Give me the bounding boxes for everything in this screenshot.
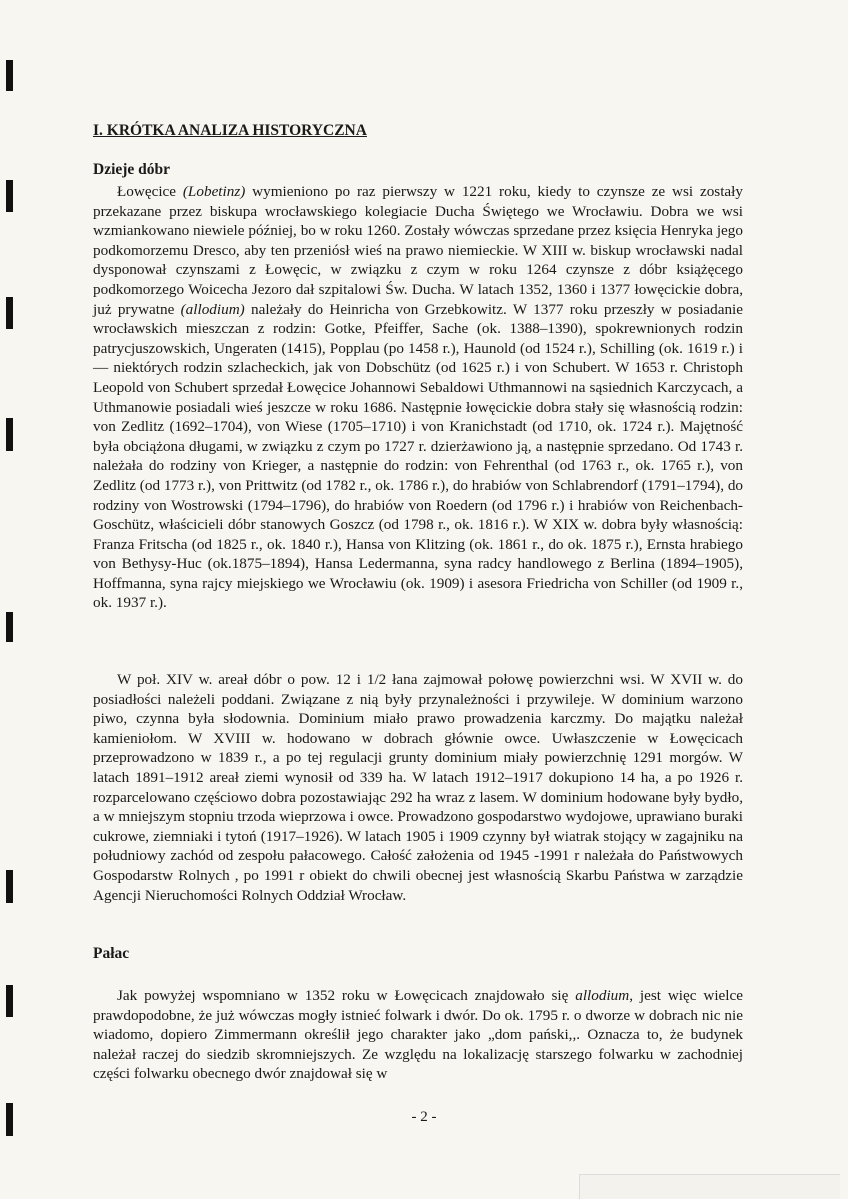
page-number: - 2 -: [411, 1109, 437, 1125]
binder-hole-3: [6, 297, 13, 329]
binder-hole-6: [6, 870, 13, 903]
scan-edge-mark: [579, 1174, 840, 1199]
binder-hole-4: [6, 418, 13, 451]
binder-hole-1: [6, 60, 13, 91]
paragraph-estate: W poł. XIV w. areał dóbr o pow. 12 i 1/2 łana zajmował połowę powierzchni wsi. W XVII w. do posiadłości należeli poddani. Związane z nią były przynależności i przywileje. W dominium warzono piwo, czynna była słodownia. Dominium miało prawo prowadzenia karczmy. Do majątku należał kamieniołom. W XVIII w. hodowano w dobrach głównie owce. Uwłaszczenie w Łowęcicach przeprowadzono w 1839 r., a po tej regulacji grunty dominium miały powierzchnię 1291 morgów. W latach 1891–1912 areał ziemi wynosił od 339 ha. W latach 1912–1917 dokupiono 14 ha, a po 1926 r. rozparcelowano częściowo dobra pozostawiając 292 ha wraz z lasem. W dominium hodowane były bydło, a w mniejszym stopniu trzoda wieprzowa i owce. Prowadzono gospodarstwo wydojowe, uprawiano buraki cukrowe, ziemniaki i tytoń (1917–1926). W latach 1905 i 1909 czynny był wiatrak stojący w zagajniku na południowy zachód od zespołu pałacowego. Całość założenia od 1945 -1991 r należała do Państwowych Gospodarstw Rolnych , po 1991 r obiekt do chwili obecnej jest własnością Skarbu Państwa w zarządzie Agencji Nieruchomości Rolnych Oddział Wrocław.: [93, 671, 743, 904]
binder-hole-5: [6, 612, 13, 642]
subsection-title-dzieje: Dzieje dóbr: [93, 161, 171, 178]
binder-hole-2: [6, 180, 13, 212]
paragraph-palace: Jak powyżej wspomniano w 1352 roku w Łowęcicach znajdowało się allodium, jest więc wielce prawdopodobne, że już wówczas mogły istnieć folwark i dwór. Do ok. 1795 r. o dworze w dobrach nic nie wiadomo, dopiero Zimmermann określił jego charakter jako „dom pański,,. Oznacza to, że budynek należał raczej do siedzib skromniejszych. Ze względu na lokalizację starszego folwarku w zachodniej części folwarku obecnego dwór znajdował się w: [93, 987, 743, 1083]
paragraph-history: Łowęcice (Lobetinz) wymieniono po raz pierwszy w 1221 roku, kiedy to czynsze ze wsi zostały przekazane przez biskupa wrocławskiego kolegiacie Ducha Świętego we Wrocławiu. Dobra we wsi wzmiankowano niewiele później, bo w roku 1260. Zostały wówczas sprzedane przez księcia Henryka jego podkomorzemu Dresco, aby ten przeniósł wieś na prawo niemieckie. W XIII w. biskup wrocławski nadal dysponował czynszami z Łowęcic, w związku z czym w roku 1264 czynsze z dóbr książęcego podkomorzego Woicecha Jezoro dał szpitalowi Św. Ducha. W latach 1352, 1360 i 1377 łowęcickie dobra, już prywatne (allodium) należały do Heinricha von Grzebkowitz. W 1377 roku przeszły w posiadanie wrocławskich mieszczan z rodzin: Gotke, Pfeiffer, Sache (ok. 1388–1390), spokrewnionych rodzin patrycjuszowskich, Ungeraten (1415), Popplau (po 1458 r.), Haunold (od 1524 r.), Schilling (ok. 1619 r.) i — niektórych rodzin szlacheckich, jak von Dobschütz (od 1625 r.) i von Schubert. W 1653 r. Christoph Leopold von Schubert sprzedał Łowęcice Johannowi Sebaldowi Uthmannowi na sąsiednich Karczycach, a Uthmanowie posiadali wieś jeszcze w roku 1686. Następnie łowęcickie dobra stały się własnością rodzin: von Zedlitz (1692–1704), von Wiese (1705–1710) i von Kranichstadt (od 1710, ok. 1724 r.). Majętność była obciążona długami, w związku z czym po 1727 r. dzierżawiono ją, a następnie sprzedano. Od 1743 r. należała do rodziny von Krieger, a następnie do rodzin: von Fehrenthal (od 1763 r., ok. 1765 r.), von Zedlitz (od 1773 r.), von Prittwitz (od 1782 r., ok. 1786 r.), do hrabiów von Schlabrendorf (1791–1794), do rodziny von Wostrowski (1794–1796), do hrabiów von Roedern (od 1796 r.) i hrabiów von Reichenbach-Goschütz, właścicieli dóbr stanowych Goszcz (od 1798 r., ok. 1816 r.). W XIX w. dobra były własnością: Franza Fritscha (od 1825 r., ok. 1840 r.), Hansa von Klitzing (ok. 1861 r., do ok. 1875 r.), Ernsta hrabiego von Bethysy-Huc (ok.1875–1894), Hansa Ledermanna, syna radcy handlowego z Berlina (1894–1905), Hoffmanna, syna rajcy miejskiego we Wrocławiu (ok. 1909) i asesora Friedricha von Schiller (od 1909 r., ok. 1937 r.).: [93, 183, 744, 612]
subsection-title-palac: Pałac: [93, 945, 130, 962]
binder-hole-7: [6, 985, 13, 1017]
section-title: I. KRÓTKA ANALIZA HISTORYCZNA: [93, 122, 367, 139]
